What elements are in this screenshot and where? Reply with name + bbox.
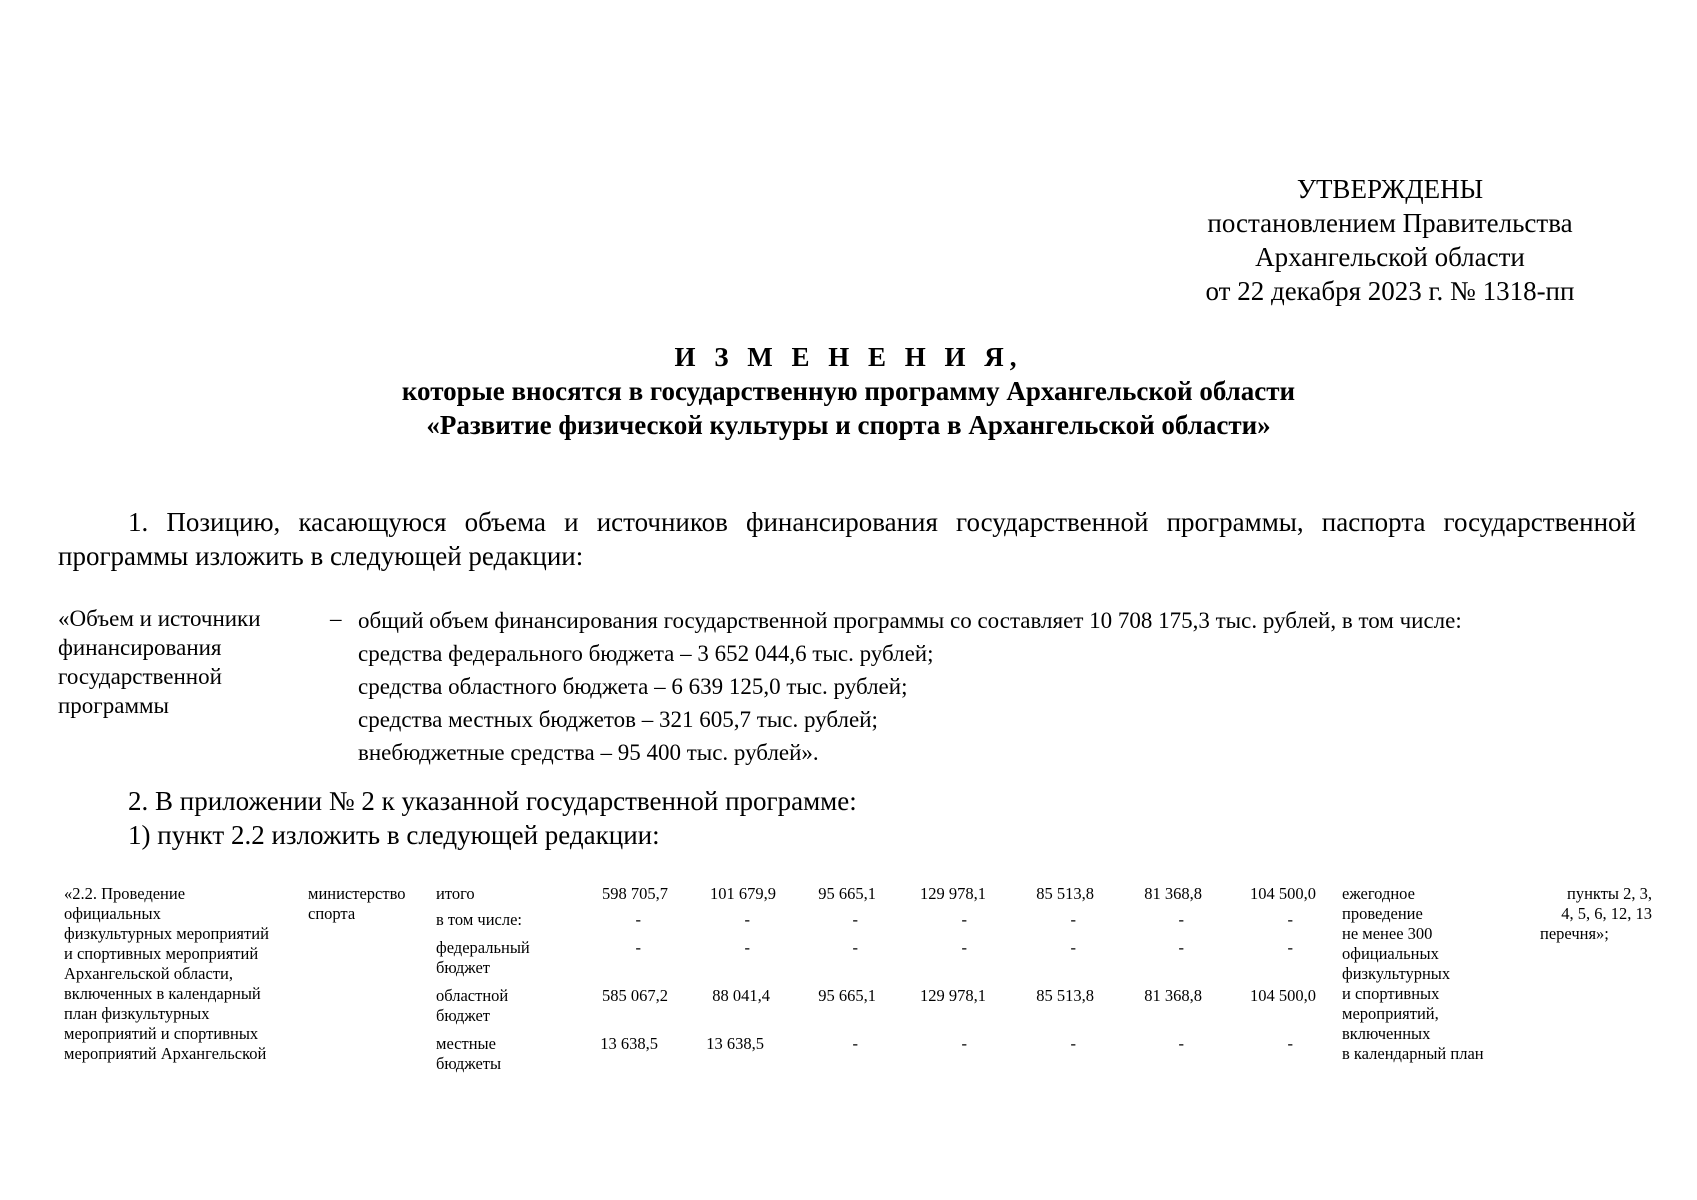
passport-label — [58, 604, 318, 720]
event-name-line: план физкультурных — [64, 1004, 210, 1023]
table-cell: 13 638,5 — [600, 1034, 658, 1053]
result-line: включенных — [1342, 1024, 1431, 1043]
event-name-line: физкультурных мероприятий — [64, 924, 269, 943]
approval-line-1: УТВЕРЖДЕНЫ — [1296, 174, 1484, 204]
result-line: официальных — [1342, 944, 1439, 963]
responsible-line: министерство — [308, 884, 406, 903]
table-cell: - — [852, 910, 858, 929]
table-cell: 101 679,9 — [710, 884, 776, 903]
responsible-line: спорта — [308, 904, 356, 923]
passport-line: средства федерального бюджета – 3 652 044,6 тыс. рублей; — [358, 641, 934, 666]
table-cell: - — [635, 910, 641, 929]
event-name-line: и спортивных мероприятий — [64, 944, 259, 963]
event-name-line: включенных в календарный — [64, 984, 261, 1003]
table-cell: - — [961, 1034, 967, 1053]
event-name-line: официальных — [64, 904, 161, 923]
source-regional — [436, 986, 508, 1026]
paragraph-1: 1. Позицию, касающуюся объема и источников финансирования государственной программы, паспорта государственной программы изложить в следующей редакции: — [58, 507, 1636, 571]
points-line: пункты 2, 3, — [1566, 884, 1652, 903]
passport-label-line: государственной — [58, 664, 222, 689]
table-cell: - — [1287, 1034, 1293, 1053]
passport-line: средства областного бюджета – 6 639 125,0 тыс. рублей; — [358, 674, 908, 699]
table-cell: - — [1178, 1034, 1184, 1053]
source-line: бюджеты — [436, 1054, 502, 1073]
passport-dash: – — [330, 606, 342, 631]
table-cell: 104 500,0 — [1250, 884, 1316, 903]
title-line-2: которые вносятся в государственную программу Архангельской области — [401, 376, 1296, 406]
source-line: федеральный — [436, 938, 530, 957]
result-line: ежегодное — [1342, 884, 1415, 903]
table-cell: - — [961, 910, 967, 929]
table-cell: - — [852, 938, 858, 957]
table-cell: - — [1070, 938, 1076, 957]
table-cell: - — [1178, 938, 1184, 957]
table-cell: - — [744, 938, 750, 957]
passport-text — [358, 604, 1462, 769]
source-local — [436, 1034, 501, 1074]
event-name-line: мероприятий и спортивных — [64, 1024, 259, 1043]
approval-line-2: постановлением Правительства — [1207, 208, 1573, 238]
table-cell: - — [961, 938, 967, 957]
table-cell: 85 513,8 — [1036, 884, 1094, 903]
source-federal — [436, 938, 530, 978]
table-cell: 129 978,1 — [920, 884, 986, 903]
source-total: итого — [436, 884, 475, 903]
table-cell: - — [744, 910, 750, 929]
event-name-line: «2.2. Проведение — [64, 884, 186, 903]
source-line: местные — [436, 1034, 496, 1053]
title-line-3: «Развитие физической культуры и спорта в Архангельской области» — [426, 410, 1271, 440]
result-line: и спортивных — [1342, 984, 1440, 1003]
table-responsible — [308, 884, 406, 924]
passport-line: средства местных бюджетов – 321 605,7 тыс. рублей; — [358, 707, 878, 732]
table-cell: - — [1070, 1034, 1076, 1053]
table-cell: - — [635, 938, 641, 957]
table-cell: - — [1070, 910, 1076, 929]
table-cell: 95 665,1 — [818, 986, 876, 1005]
approval-line-3: Архангельской области — [1255, 242, 1525, 272]
source-including: в том числе: — [436, 910, 523, 929]
table-cell: 104 500,0 — [1250, 986, 1316, 1005]
passport-line: общий объем финансирования государственной программы со составляет 10 708 175,3 тыс. рублей, в том числе: — [358, 608, 1462, 633]
table-cell: 88 041,4 — [712, 986, 770, 1005]
table-event-name — [64, 884, 269, 1064]
passport-label-line: «Объем и источники — [58, 606, 261, 631]
source-line: областной — [436, 986, 509, 1005]
passport-line: внебюджетные средства – 95 400 тыс. рублей». — [358, 740, 819, 765]
points-line: 4, 5, 6, 12, 13 — [1561, 904, 1652, 923]
paragraph-3: 1) пункт 2.2 изложить в следующей редакции: — [128, 820, 660, 850]
result-line: проведение — [1342, 904, 1423, 923]
approval-line-4: от 22 декабря 2023 г. № 1318-пп — [1205, 276, 1575, 306]
approval-block — [1160, 172, 1620, 308]
result-line: мероприятий, — [1342, 1004, 1439, 1023]
table-cell: 585 067,2 — [602, 986, 668, 1005]
result-line: не менее 300 — [1342, 924, 1433, 943]
result-line: в календарный план — [1342, 1044, 1484, 1063]
table-cell: 129 978,1 — [920, 986, 986, 1005]
table-cell: 598 705,7 — [602, 884, 668, 903]
passport-label-line: программы — [58, 693, 170, 718]
table-cell: - — [852, 1034, 858, 1053]
table-cell: 95 665,1 — [818, 884, 876, 903]
table-points — [1540, 884, 1652, 944]
table-cell: - — [1178, 910, 1184, 929]
event-name-line: Архангельской области, — [64, 964, 233, 983]
title-line-1: И З М Е Н Е Н И Я, — [674, 342, 1023, 372]
event-name-line: мероприятий Архангельской — [64, 1044, 267, 1063]
source-line: бюджет — [436, 1006, 490, 1025]
result-line: физкультурных — [1342, 964, 1451, 983]
document-title — [0, 340, 1697, 442]
table-cell: 85 513,8 — [1036, 986, 1094, 1005]
points-line: перечня»; — [1540, 924, 1609, 943]
passport-label-line: финансирования — [58, 635, 222, 660]
table-cell: 13 638,5 — [706, 1034, 764, 1053]
table-result — [1342, 884, 1484, 1064]
table-cell: - — [1287, 938, 1293, 957]
table-cell: 81 368,8 — [1144, 884, 1202, 903]
paragraph-2: 2. В приложении № 2 к указанной государственной программе: — [128, 786, 857, 816]
table-cell: 81 368,8 — [1144, 986, 1202, 1005]
source-line: бюджет — [436, 958, 490, 977]
table-cell: - — [1287, 910, 1293, 929]
